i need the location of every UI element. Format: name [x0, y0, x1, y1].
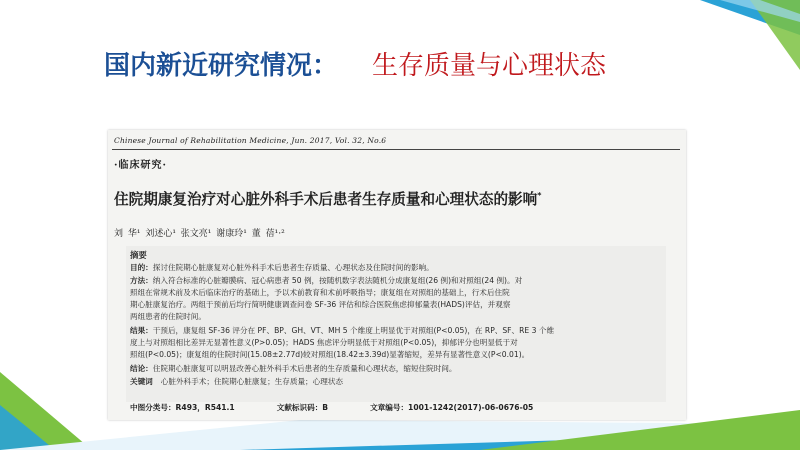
section-label: ·临床研究·	[114, 160, 167, 171]
abstract-label-methods: 方法：	[130, 276, 153, 285]
abstract-label-keywords: 关键词	[130, 377, 153, 386]
abstract-line-8: 照组(P<0.05)；康复组的住院时间(15.08±2.77d)较对照组(18.42±3.39d)显著缩短，差异有显著性意义(P<0.01)。	[130, 350, 530, 359]
paper-authors: 刘 华¹ 刘述心¹ 张文亮¹ 谢康玲¹ 董 蓓¹·²	[114, 229, 285, 239]
paper-scan	[108, 130, 686, 420]
meta-article-no: 文章编号：1001-1242(2017)-06-0676-05	[370, 403, 534, 412]
abstract-line-6	[130, 326, 554, 336]
abstract-line-2	[130, 276, 522, 286]
abstract-line-4: 期心脏康复治疗。两组于预前后均行简明健康调查问卷 SF-36 评估和综合医院焦虑抑郁量表(HADS)评估，并观察	[130, 300, 511, 309]
slide-title-topic: 生存质量与心理状态	[372, 51, 607, 81]
paper-title	[114, 188, 541, 209]
abstract-heading: 摘要	[130, 250, 147, 260]
paper-title-text: 住院期康复治疗对心脏外科手术后患者生存质量和心理状态的影响	[114, 191, 538, 208]
slide-title	[104, 50, 606, 82]
abstract-label-conclusion: 结论：	[130, 364, 153, 373]
abstract-line-1	[130, 263, 434, 273]
journal-rule	[112, 149, 680, 150]
journal-line: Chinese Journal of Rehabilitation Medicine, Jun. 2017, Vol. 32, No.6	[114, 136, 387, 145]
meta-doc-code: 文献标识码：B	[276, 403, 329, 412]
paper-meta	[130, 402, 533, 413]
paper-title-mark: *	[537, 191, 542, 201]
abstract-text-10: 心脏外科手术；住院期心脏康复；生存质量；心理状态	[160, 377, 344, 386]
abstract-line-3: 照组在常规术前及术后临床治疗的基础上，予以术前教育和术前呼吸指导；康复组在对照组的基础上，行术后住院	[130, 288, 510, 297]
abstract-label-results: 结果：	[130, 326, 153, 335]
abstract-text-2: 纳入符合标准的心脏瓣膜病、冠心病患者 50 例，按随机数字表法随机分成康复组(26 例)和对照组(24 例)。对	[152, 276, 523, 285]
abstract-line-5: 两组患者的住院时间。	[130, 312, 206, 321]
slide-title-main: 国内新近研究情况：	[104, 51, 339, 81]
abstract-text-1: 探讨住院期心脏康复对心脏外科手术后患者生存质量、心理状态及住院时间的影响。	[152, 263, 434, 272]
abstract-line-7: 度上与对照组相比差异无显著性意义(P>0.05)；HADS 焦虑评分明显低于对照组(P<0.05)，抑郁评分也明显低于对	[130, 338, 518, 347]
abstract-text-9: 住院期心脏康复可以明显改善心脏外科手术后患者的生存质量和心理状态，缩短住院时间。	[152, 364, 457, 373]
abstract-label-objective: 目的：	[130, 263, 153, 272]
abstract-line-9	[130, 364, 457, 374]
abstract-text-6: 干预后，康复组 SF-36 评分在 PF、BP、GH、VT、MH 5 个维度上明显优于对照组(P<0.05)，在 RP、SF、RE 3 个维	[152, 326, 555, 335]
abstract-line-10	[130, 377, 343, 387]
meta-clc: 中图分类号：R493，R541.1	[130, 403, 235, 412]
